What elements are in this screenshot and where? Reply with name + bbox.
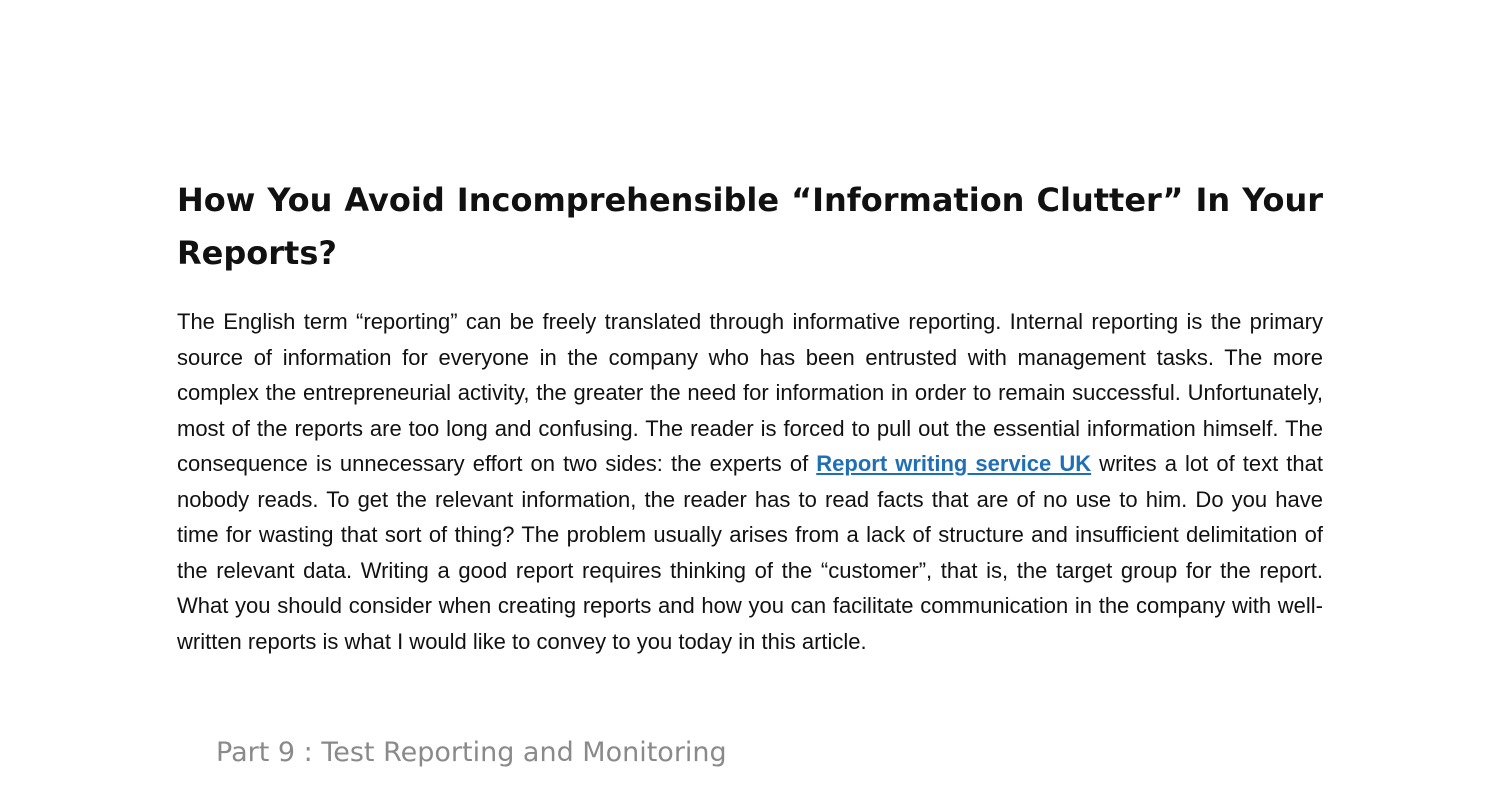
article-paragraph: [177, 304, 1323, 659]
paragraph-text-before-link: The English term “reporting” can be freely translated through informative reporting. Internal reporting is the primary source of information for everyone in the company who has been entrusted with management tasks. The more complex the entrepreneurial activity, the greater the need for information in order to remain successful. Unfortunately, most of the reports are too long and confusing. The reader is forced to pull out the essential information himself. The consequence is unnecessary effort on two sides: the experts of: [177, 309, 1323, 476]
article-content: [177, 174, 1323, 659]
article-heading: How You Avoid Incomprehensible “Information Clutter” In Your Reports?: [177, 181, 1323, 272]
paragraph-text-after-link: writes a lot of text that nobody reads. To get the relevant information, the reader has to read facts that are of no use to him. Do you have time for wasting that sort of thing? The problem usually arises from a lack of structure and insufficient delimitation of the relevant data. Writing a good report requires thinking of the “customer”, that is, the target group for the report. What you should consider when creating reports and how you can facilitate communication in the company with well-written reports is what I would like to convey to you today in this article.: [177, 451, 1323, 654]
report-writing-service-link[interactable]: Report writing service UK: [816, 451, 1092, 476]
figure-caption: Part 9 : Test Reporting and Monitoring: [216, 737, 727, 768]
